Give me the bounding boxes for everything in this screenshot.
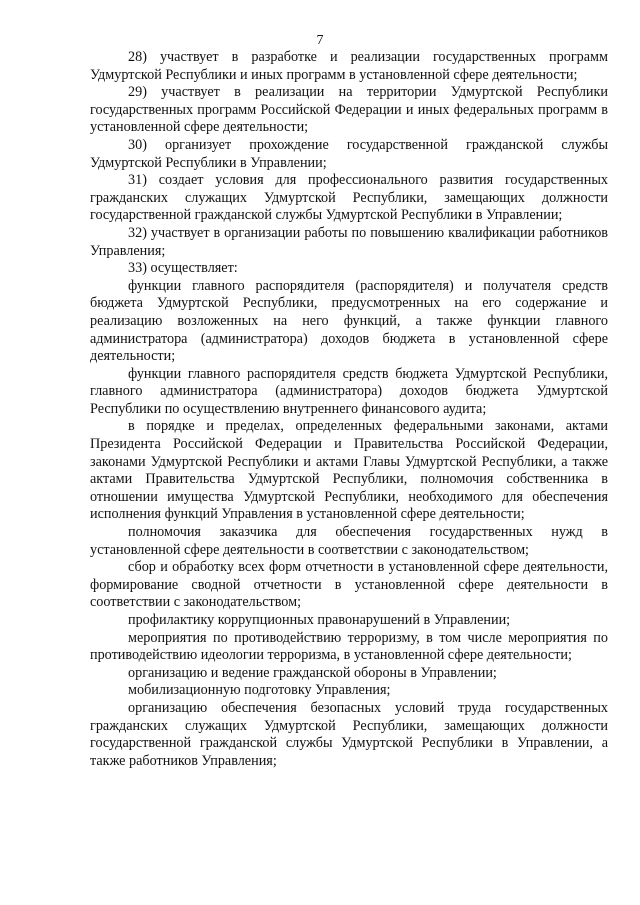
paragraph-item-30: 30) организует прохождение государственной гражданской службы Удмуртской Республики в Управлении; [90, 136, 608, 171]
subparagraph-internal-audit: функции главного распорядителя средств бюджета Удмуртской Республики, главного администратора (администратора) доходов бюджета Удмуртской Республики по осуществлению внутреннего финансового аудита; [90, 365, 608, 417]
document-body [90, 49, 608, 770]
subparagraph-labor-safety: организацию обеспечения безопасных условий труда государственных гражданских служащих Удмуртской Республики, замещающих должности государственной гражданской службы Удмуртской Республики в Управлении, а также работников Управления; [90, 699, 608, 769]
paragraph-item-33: 33) осуществляет: [128, 260, 238, 277]
paragraph-item-29: 29) участвует в реализации на территории Удмуртской Республики государственных программ Российской Федерации и иных федеральных программ в установленной сфере деятельности; [90, 84, 608, 136]
subparagraph-mobilization: мобилизационную подготовку Управления; [128, 682, 391, 699]
paragraph-item-31: 31) создает условия для профессионального развития государственных гражданских служащих Удмуртской Республики, замещающих должности государственной гражданской службы Удмуртской Республики в Управлении; [90, 172, 608, 224]
subparagraph-procurement: полномочия заказчика для обеспечения государственных нужд в установленной сфере деятельности в соответствии с законодательством; [90, 524, 608, 558]
paragraph-item-28: 28) участвует в разработке и реализации государственных программ Удмуртской Республики и иных программ в установленной сфере деятельности; [90, 49, 608, 83]
subparagraph-property-powers: в порядке и пределах, определенных федеральными законами, актами Президента Российской Федерации и Правительства Российской Федерации, законами Удмуртской Республики и актами Главы Удмуртской Республики, а также актами Правительства Удмуртской Республики, полномочия собственника в отношении имущества Удмуртской Республики, необходимого для обеспечения исполнения функций Управления в установленной сфере деятельности; [90, 418, 608, 523]
subparagraph-counterterrorism: мероприятия по противодействию терроризму, в том числе мероприятия по противодействию идеологии терроризма, в установленной сфере деятельности; [90, 629, 608, 664]
subparagraph-civil-defense: организацию и ведение гражданской обороны в Управлении; [128, 664, 497, 681]
paragraph-item-32: 32) участвует в организации работы по повышению квалификации работников Управления; [90, 224, 608, 259]
subparagraph-anticorruption: профилактику коррупционных правонарушений в Управлении; [128, 612, 511, 628]
subparagraph-reporting: сбор и обработку всех форм отчетности в установленной сфере деятельности, формирование сводной отчетности в установленной сфере деятельности в соответствии с законодательством; [90, 559, 608, 611]
subparagraph-budget-functions: функции главного распорядителя (распорядителя) и получателя средств бюджета Удмуртской Республики, предусмотренных на его содержание и реализацию возложенных на него функций, а также функции главного администратора (администратора) доходов бюджета в установленной сфере деятельности; [90, 277, 608, 365]
page-number: 7 [316, 33, 324, 48]
